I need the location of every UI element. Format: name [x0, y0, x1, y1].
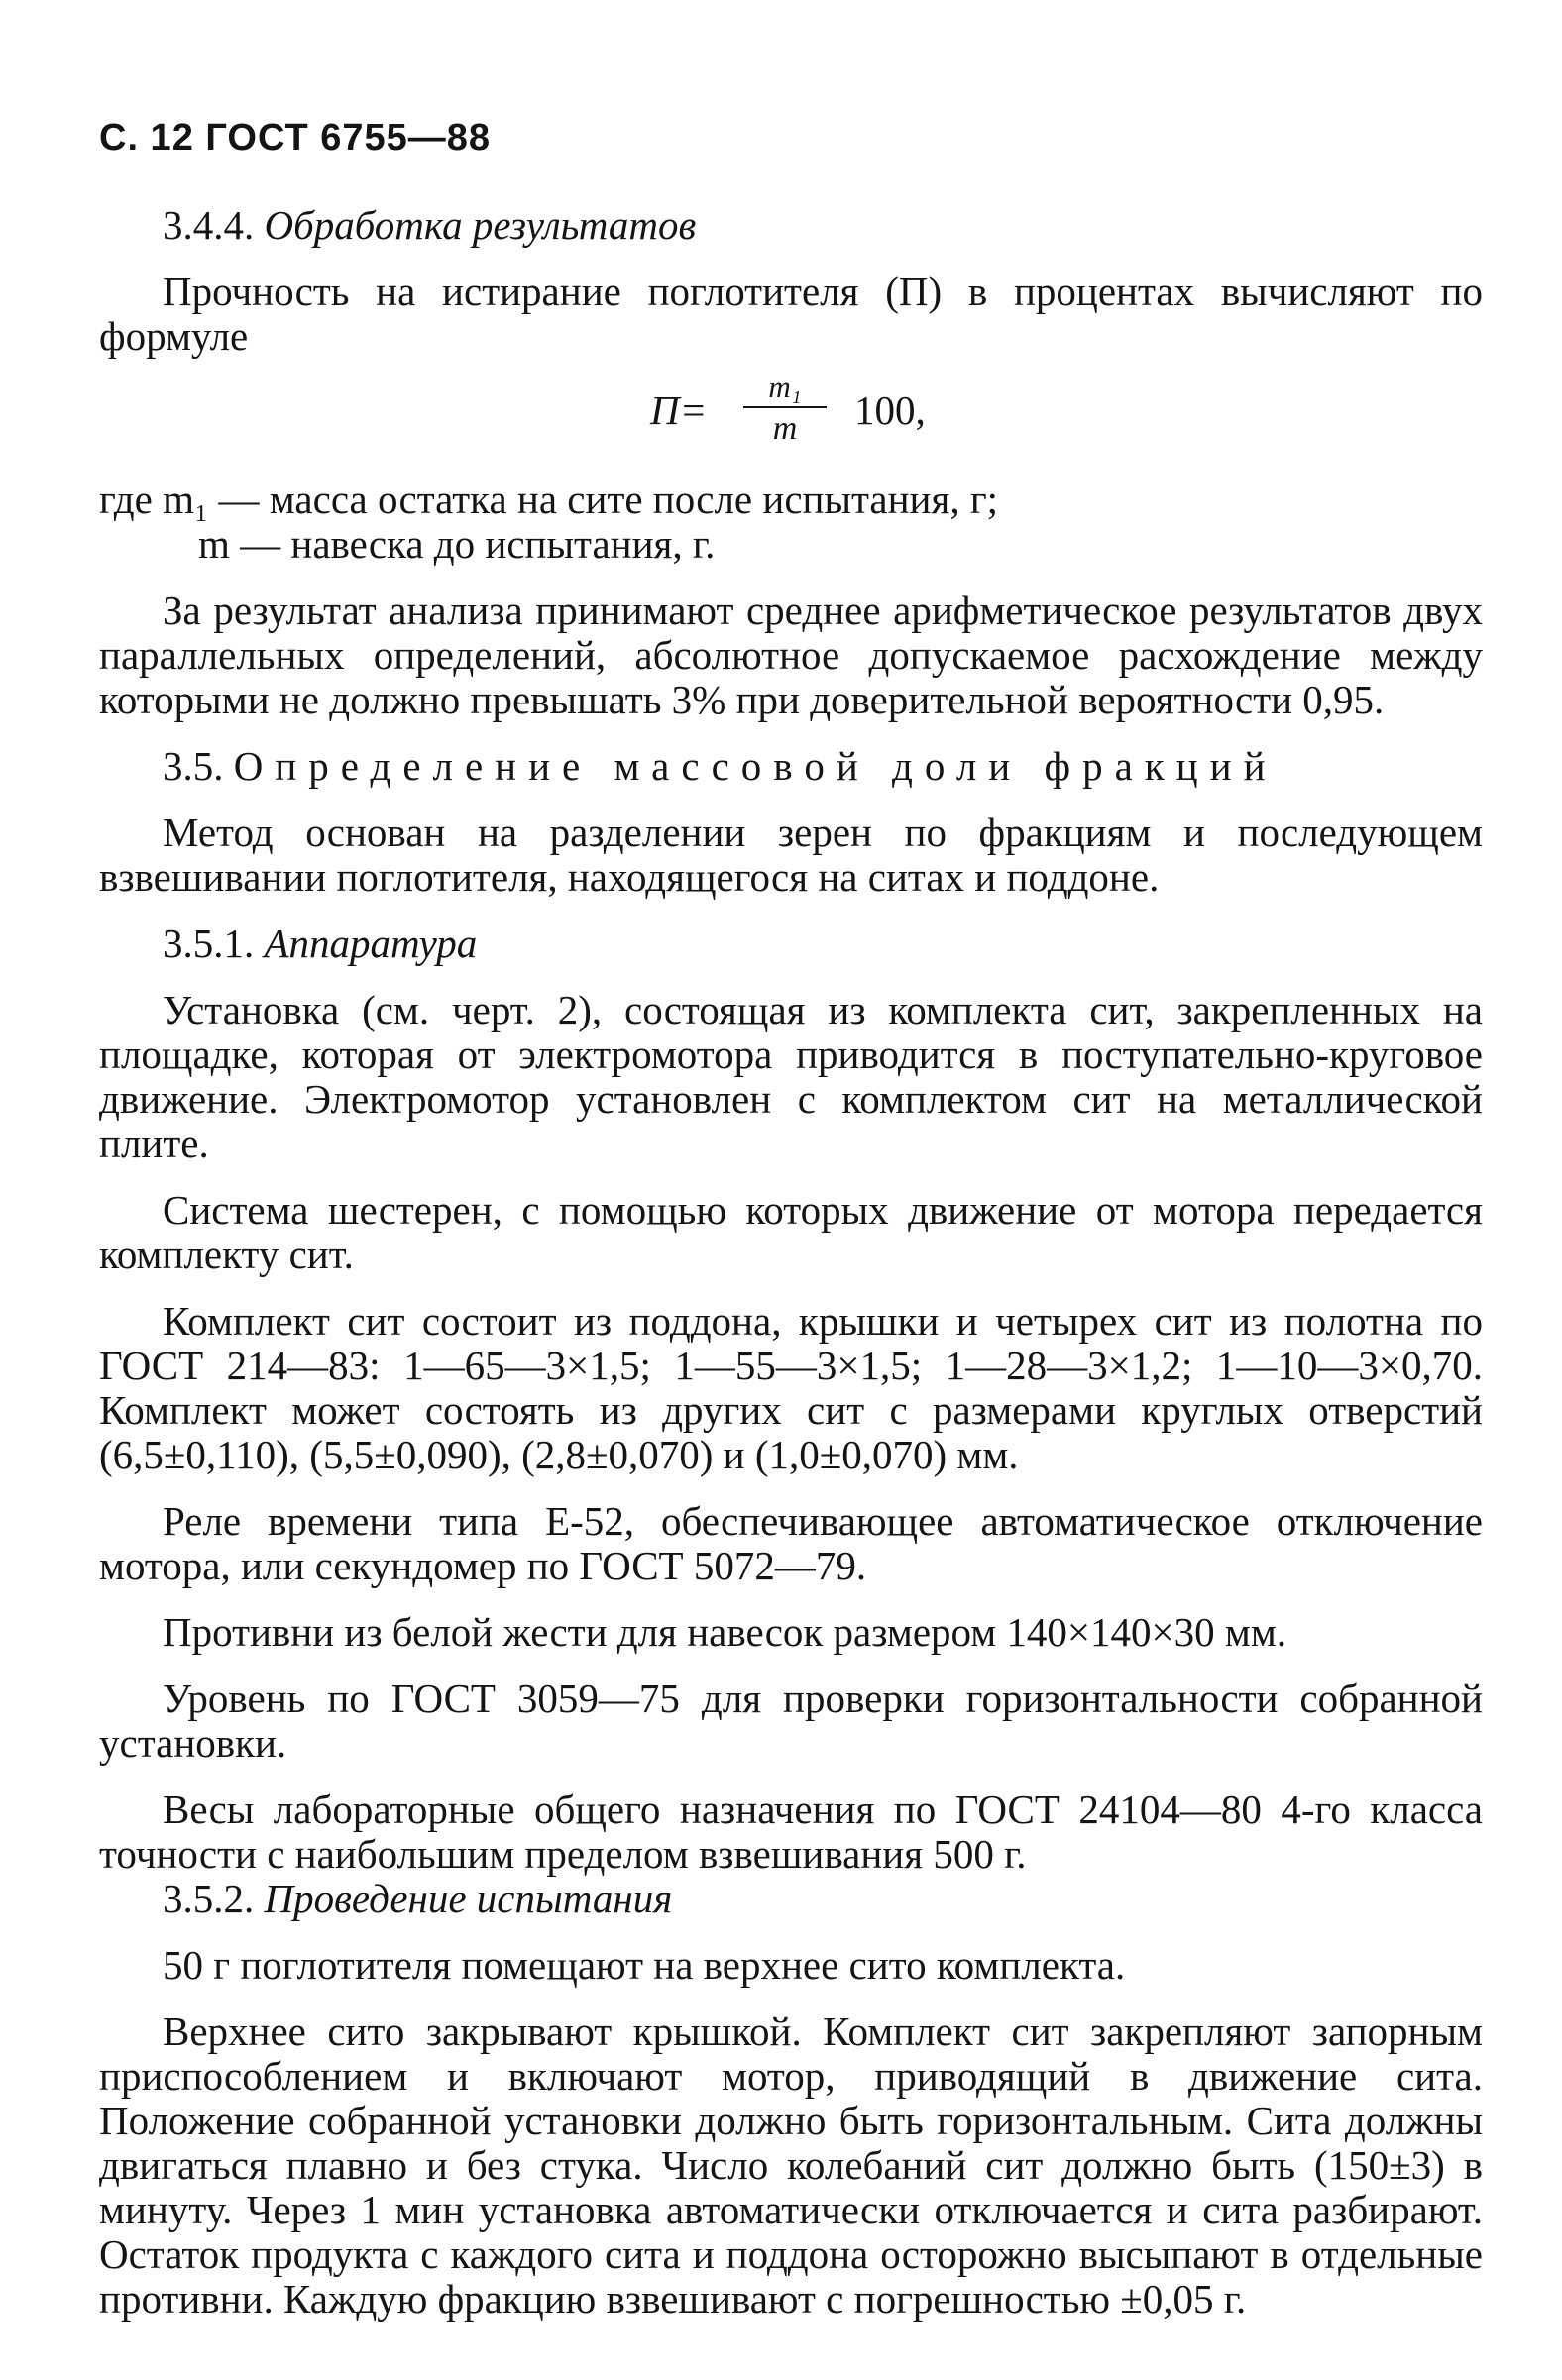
- abrasion-formula: [99, 371, 1483, 470]
- section-number: 3.5.2.: [163, 1876, 255, 1921]
- formula-rhs: 100,: [854, 387, 926, 433]
- formula-numerator: m₁: [743, 371, 827, 408]
- method-paragraph: Метод основан на разделении зерен по фракциям и последующем взвешивании поглотителя, находящегося на ситах и поддоне.: [99, 810, 1483, 900]
- apparatus-gears: Система шестерен, с помощью которых движение от мотора передается комплекту сит.: [99, 1187, 1483, 1277]
- section-3-4-4-heading: [99, 203, 1483, 248]
- procedure-description: Верхнее сито закрывают крышкой. Комплект сит закрепляют запорным приспособлением и включают мотор, приводящий в движение сита. Положение собранной установки должно быть горизонтальным. Сита должны двигаться плавно и без стука. Число колебаний сит должно быть (150±3) в минуту. Через 1 мин установка автоматически отключается и сита разбирают. Остаток продукта с каждого сита и поддона осторожно высыпают в отдельные противни. Каждую фракцию взвешивают с погрешностью ±0,05 г.: [99, 2008, 1483, 2322]
- formula-where-m: m — навеска до испытания, г.: [198, 521, 716, 567]
- section-title: Проведение испытания: [264, 1876, 673, 1921]
- formula-fraction: [743, 371, 827, 450]
- procedure-sample: 50 г поглотителя помещают на верхнее сито комплекта.: [163, 1942, 1126, 1988]
- section-number: 3.4.4.: [163, 202, 255, 248]
- apparatus-installation: Установка (см. черт. 2), состоящая из комплекта сит, закрепленных на площадке, которая от электромотора приводится в поступательно-круговое движение. Электромотор установлен с комплектом сит на металлической плите.: [99, 987, 1483, 1166]
- formula-where-m1: где m₁ — масса остатка на сите после испытания, г;: [99, 477, 999, 522]
- formula-lhs: П=: [650, 387, 708, 433]
- section-3-5-2-heading: [99, 1877, 1483, 1921]
- section-title: Аппаратура: [264, 920, 478, 966]
- document-body: [99, 203, 1483, 2322]
- section-number: 3.5.1.: [163, 920, 255, 966]
- section-title: Определение массовой доли фракций: [233, 743, 1278, 789]
- section-title: Обработка результатов: [264, 202, 697, 248]
- section-number: 3.5.: [163, 743, 224, 789]
- section-3-5-heading: [99, 744, 1483, 789]
- running-head: С. 12 ГОСТ 6755—88: [99, 117, 492, 159]
- apparatus-sieve-set: Комплект сит состоит из поддона, крышки и четырех сит из полотна по ГОСТ 214—83: 1—65—3×1,5; 1—55—3×1,5; 1—28—3×1,2; 1—10—3×0,70. Комплект может состоять из других сит с размерами круглых отверстий (6,5±0,110), (5,5±0,090), (2,8±0,070) и (1,0±0,070) мм.: [99, 1298, 1483, 1477]
- section-3-4-4-intro: Прочность на истирание поглотителя (П) в процентах вычисляют по формуле: [99, 269, 1483, 359]
- apparatus-scales: Весы лабораторные общего назначения по ГОСТ 24104—80 4-го класса точности с наибольшим пределом взвешивания 500 г.: [99, 1786, 1483, 1877]
- formula-denominator: m: [772, 410, 798, 447]
- apparatus-trays: Противни из белой жести для навесок размером 140×140×30 мм.: [163, 1609, 1287, 1655]
- section-3-5-1-heading: [99, 921, 1483, 966]
- result-paragraph: За результат анализа принимают среднее арифметическое результатов двух параллельных определений, абсолютное допускаемое расхождение между которыми не должно превышать 3% при доверительной вероятности 0,95.: [99, 588, 1483, 722]
- apparatus-timer: Реле времени типа Е-52, обеспечивающее автоматическое отключение мотора, или секундомер по ГОСТ 5072—79.: [99, 1498, 1483, 1588]
- apparatus-level: Уровень по ГОСТ 3059—75 для проверки горизонтальности собранной установки.: [99, 1676, 1483, 1766]
